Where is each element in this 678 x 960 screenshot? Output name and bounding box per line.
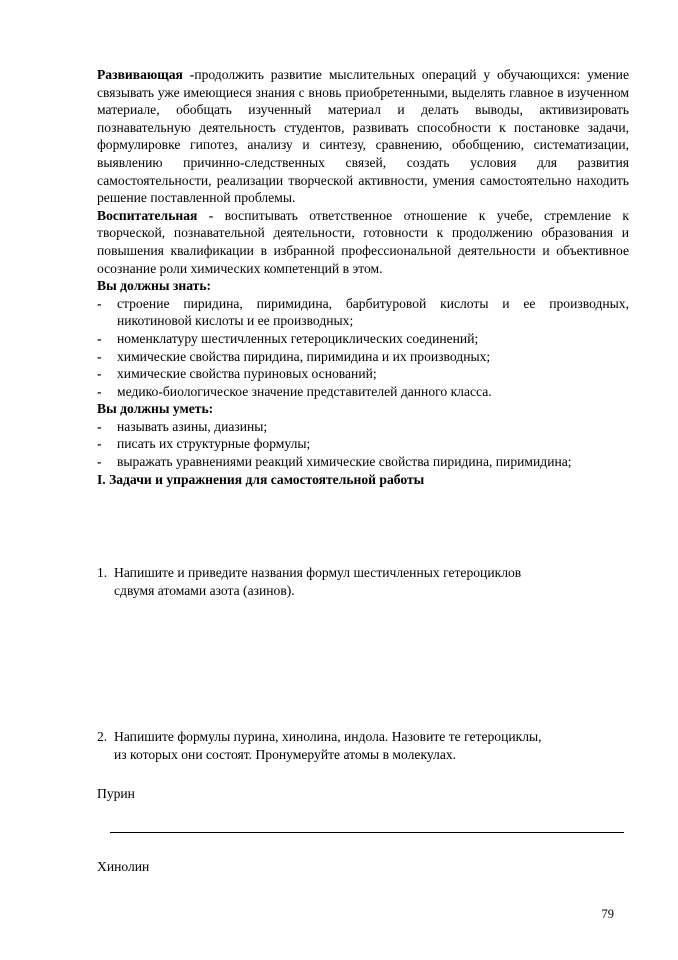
page-body	[97, 66, 629, 488]
developing-goal	[97, 66, 629, 207]
able-heading: Вы должны уметь:	[97, 401, 214, 417]
purine-label: Пурин	[97, 786, 135, 801]
list-item: - строение пиридина, пиримидина, барбитуровой кислоты и ее производных, никотиновой кислоты и ее производных;	[97, 295, 629, 329]
task-text-continued: сдвумя атомами азота (азинов).	[114, 582, 295, 598]
quinoline-label: Хинолин	[97, 859, 150, 874]
dash-bullet: -	[97, 366, 102, 382]
developing-goal-label: Развивающая -	[97, 67, 195, 82]
list-item: - номенклатуру шестичленных гетероциклических соединений;	[97, 330, 479, 346]
task-2	[97, 728, 629, 763]
list-item: - выражать уравнениями реакций химические свойства пиридина, пиримидина;	[97, 454, 572, 470]
task-text-continued: из которых они состоят. Пронумеруйте атомы в молекулах.	[114, 746, 457, 762]
developing-goal-text: продолжить развитие мыслительных операций у обучающихся: умение связывать уже имеющиеся знания с вновь приобретенными, выделять главное в изученном материале, обобщать изученный материал и делать выводы, активизировать познавательную деятельность студентов, развивать способности к постановке задачи, формулировке гипотез, анализу и синтезу, сравнению, обобщению, систематизации, выявлению причинно-следственных связей, создать условия для развития самостоятельности, реализации творческой активности, умения самостоятельно находить решение поставленной проблемы.	[97, 67, 629, 206]
dash-bullet: -	[97, 330, 102, 346]
list-item: - медико-биологическое значение представителей данного класса.	[97, 383, 492, 399]
section-title: I. Задачи и упражнения для самостоятельной работы	[97, 471, 425, 487]
educational-goal-label: Воспитательная -	[97, 207, 214, 223]
list-item: - называть азины, диазины;	[97, 418, 268, 434]
answer-line[interactable]	[110, 832, 624, 833]
task-number: 1.	[97, 565, 108, 580]
task-text: Напишите формулы пурина, хинолина, индола. Назовите те гетероциклы,	[114, 729, 542, 744]
dash-bullet: -	[97, 295, 102, 311]
educational-goal-text: воспитывать ответственное отношение к учебе, стремление к творческой, познавательной деятельности, готовности к продолжению образования и повышения квалификации в избранной профессиональной деятельности и объективное осознание роли химических компетенций в этом.	[97, 207, 629, 276]
dash-bullet: -	[97, 383, 102, 399]
task-number: 2.	[97, 729, 108, 744]
list-item: - писать их структурные формулы;	[97, 436, 311, 452]
list-item: - химические свойства пиридина, пиримидина и их производных;	[97, 348, 491, 364]
know-heading: Вы должны знать:	[97, 278, 212, 294]
educational-goal	[97, 207, 629, 277]
page-number: 79	[601, 907, 614, 921]
dash-bullet: -	[97, 436, 102, 452]
dash-bullet: -	[97, 454, 102, 470]
task-text: Напишите и приведите названия формул шестичленных гетероциклов	[114, 565, 522, 580]
able-list	[97, 418, 629, 471]
dash-bullet: -	[97, 418, 102, 434]
task-1	[97, 564, 629, 599]
dash-bullet: -	[97, 348, 102, 364]
list-item: - химические свойства пуриновых оснований;	[97, 366, 377, 382]
know-list	[97, 295, 629, 401]
